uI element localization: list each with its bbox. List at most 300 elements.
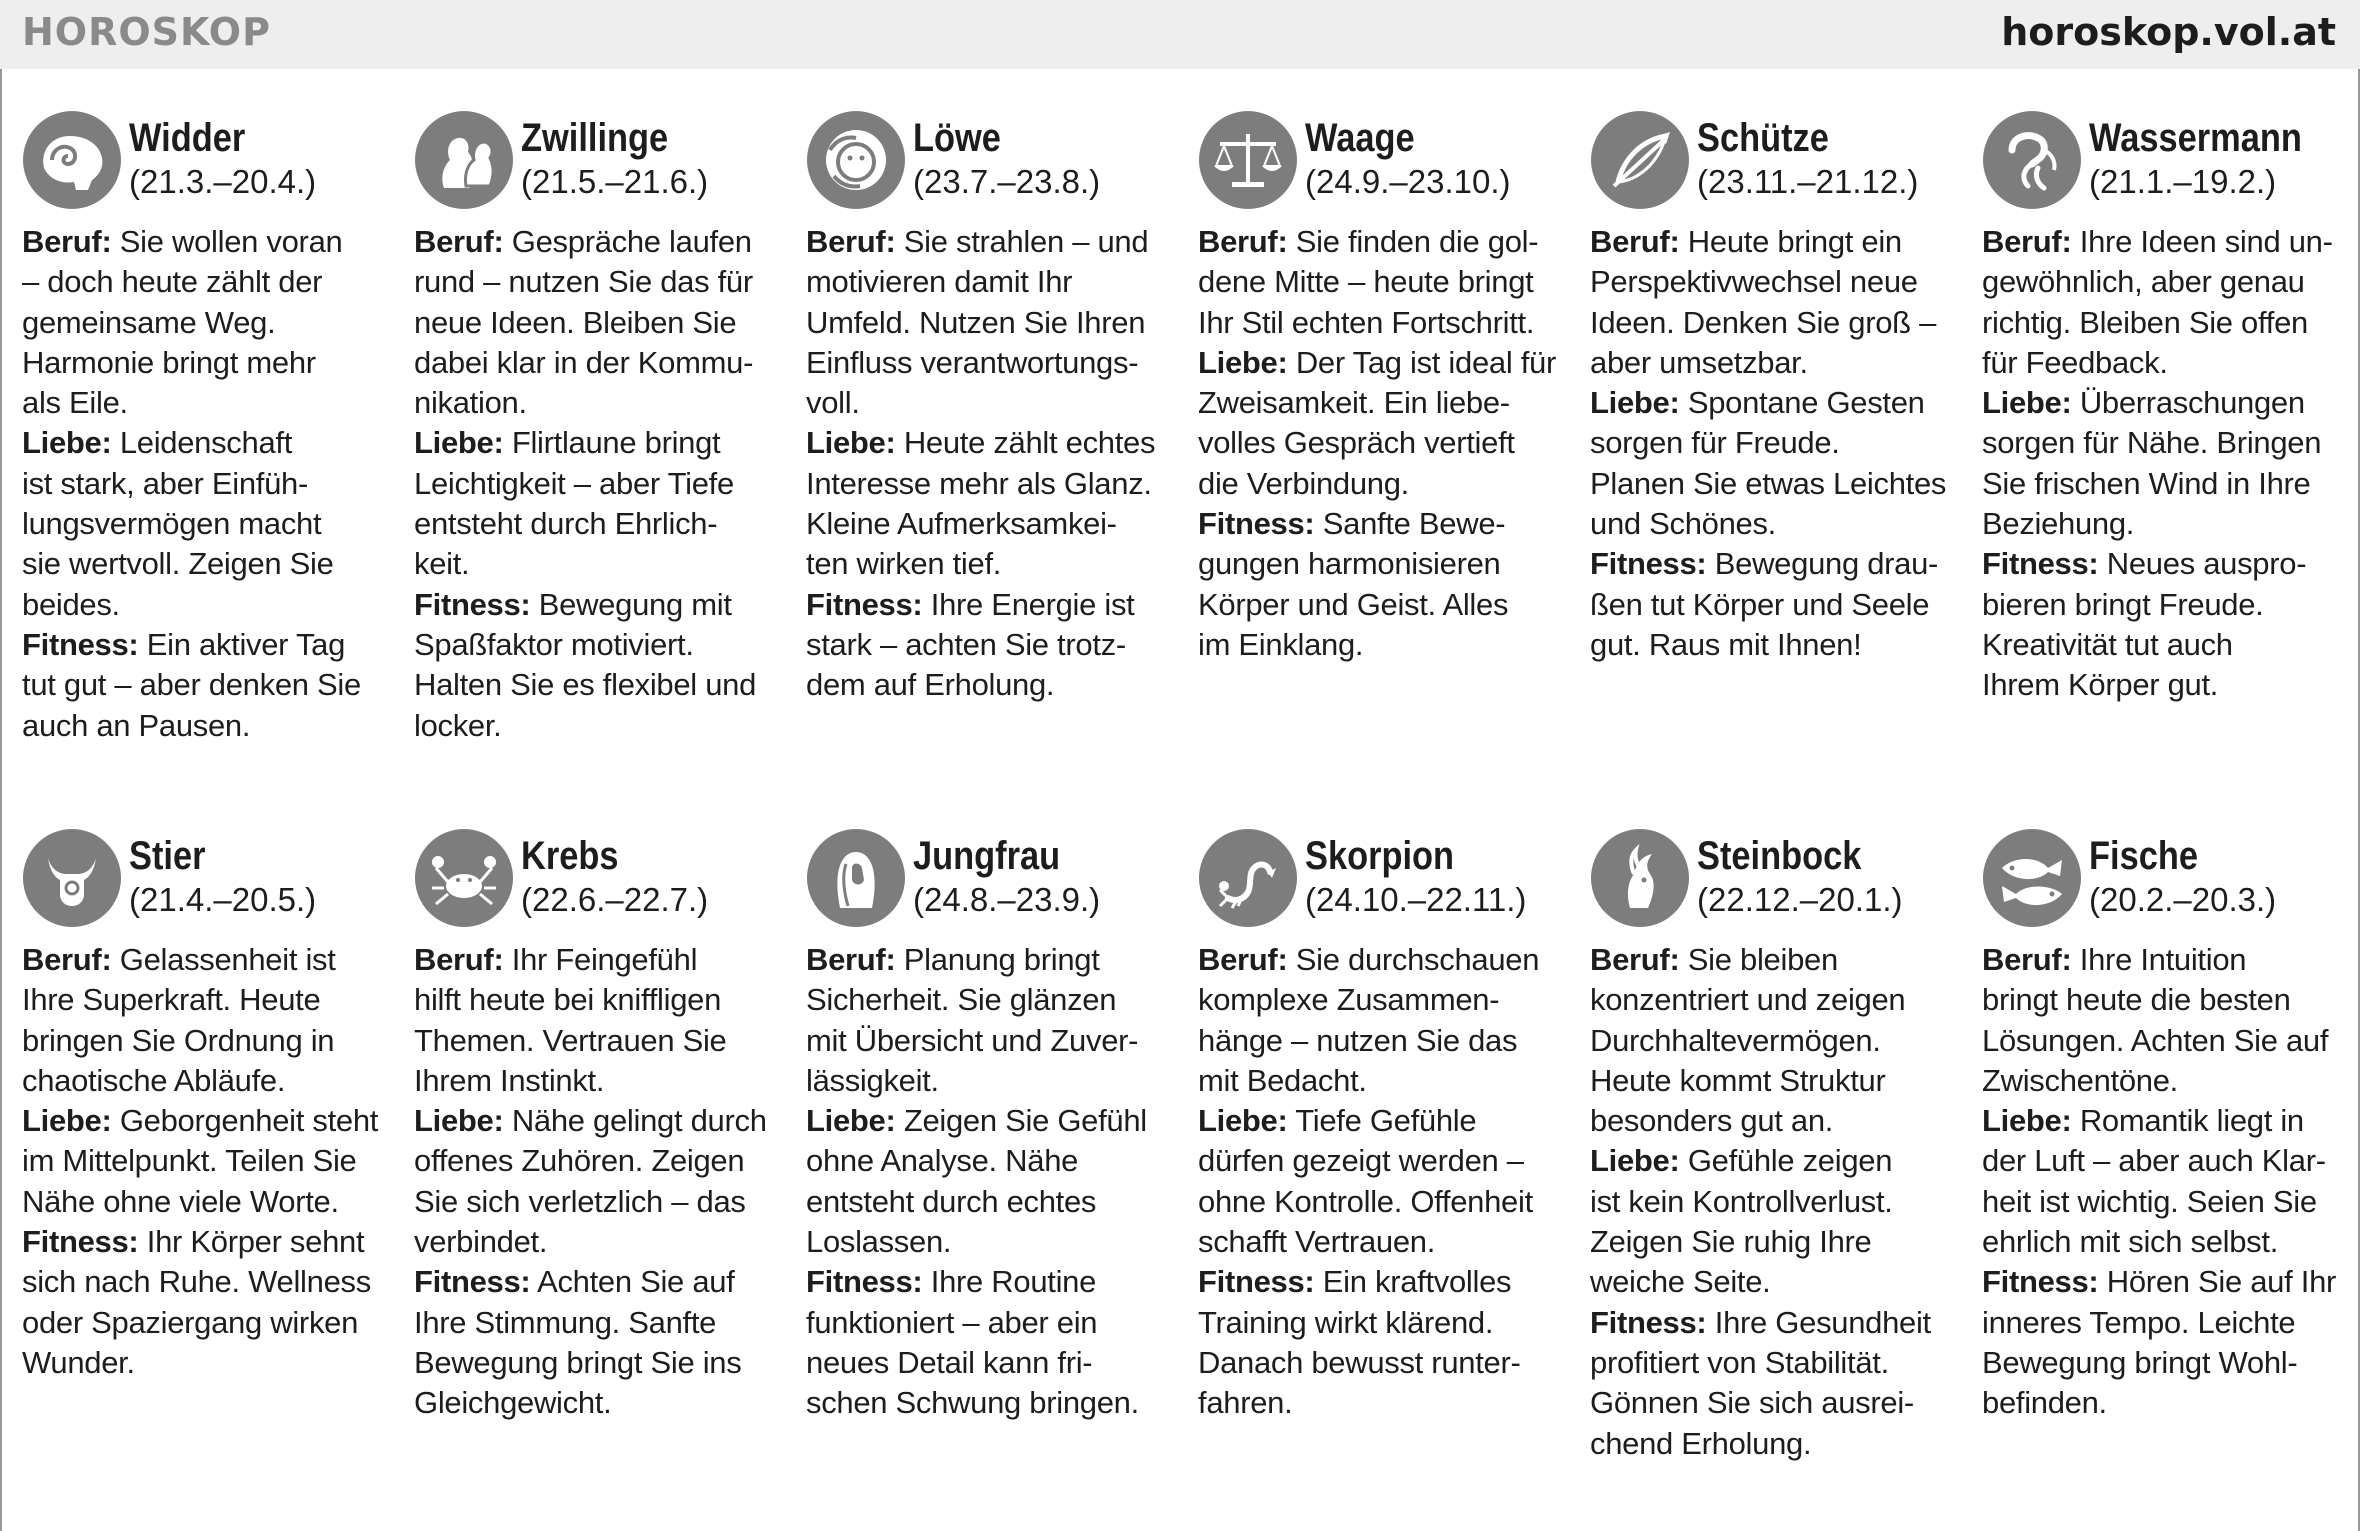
text-line	[414, 1222, 784, 1262]
text-line	[1198, 625, 1568, 665]
category-label: Liebe:	[22, 1103, 112, 1139]
horoscope-text	[1198, 940, 1568, 1424]
line-text: Planen Sie etwas Leichtes	[1590, 465, 1947, 501]
text-line	[1590, 1262, 1960, 1302]
line-text: richtig. Bleiben Sie offen	[1982, 304, 2308, 340]
text-line	[1590, 464, 1960, 504]
category-label: Liebe:	[806, 425, 896, 461]
sign-dates: (24.10.–22.11.)	[1305, 881, 1527, 918]
sign-header	[22, 110, 392, 216]
text-line	[1590, 1141, 1960, 1181]
line-text: neues Detail kann fri-	[806, 1344, 1093, 1380]
text-line	[1198, 222, 1568, 262]
text-line	[414, 1343, 784, 1383]
text-line	[1982, 222, 2352, 262]
line-text: Danach bewusst runter-	[1198, 1344, 1521, 1380]
horoscope-text	[22, 222, 392, 746]
text-line	[1590, 423, 1960, 463]
text-line	[414, 1101, 784, 1141]
text-line	[1198, 1303, 1568, 1343]
line-text: dürfen gezeigt werden –	[1198, 1143, 1524, 1179]
category-label: Liebe:	[1982, 1103, 2072, 1139]
line-text: Ein kraftvolles	[1314, 1264, 1512, 1300]
line-text: Ihre Ideen sind un-	[2071, 224, 2333, 259]
text-line	[1590, 940, 1960, 980]
text-line	[22, 383, 392, 423]
line-text: ten wirken tief.	[806, 546, 1002, 582]
text-line	[22, 980, 392, 1020]
category-label: Fitness:	[806, 586, 923, 622]
category-label: Fitness:	[1590, 1304, 1707, 1340]
line-text: Planung bringt	[895, 942, 1100, 977]
text-line	[414, 303, 784, 343]
line-text: Zeigen Sie ruhig Ihre	[1590, 1224, 1872, 1260]
text-line	[806, 1303, 1176, 1343]
text-line	[1198, 544, 1568, 584]
text-line	[806, 1343, 1176, 1383]
line-text: Gleichgewicht.	[414, 1385, 612, 1421]
text-line	[1590, 585, 1960, 625]
line-text: sorgen für Nähe. Bringen	[1982, 425, 2322, 461]
line-text: Tiefe Gefühle	[1287, 1103, 1477, 1139]
line-text: Sie frischen Wind in Ihre	[1982, 465, 2311, 501]
text-line	[414, 222, 784, 262]
line-text: chaotische Abläufe.	[22, 1062, 286, 1098]
line-text: stark – achten Sie trotz-	[806, 626, 1126, 662]
text-line	[414, 464, 784, 504]
line-text: Sie finden die gol-	[1287, 224, 1539, 259]
line-text: Bewegung bringt Sie ins	[414, 1344, 742, 1380]
category-label: Beruf:	[414, 224, 504, 259]
horoscope-text	[1982, 940, 2352, 1424]
category-label: Liebe:	[22, 425, 112, 461]
line-text: weiche Seite.	[1590, 1264, 1771, 1300]
text-line	[1982, 544, 2352, 584]
text-line	[1590, 1383, 1960, 1423]
line-text: auch an Pausen.	[22, 707, 251, 743]
text-line	[1198, 585, 1568, 625]
text-line	[1198, 940, 1568, 980]
text-line	[414, 262, 784, 302]
horoscope-text	[1590, 940, 1960, 1464]
scales-icon	[1198, 110, 1298, 210]
text-line	[1982, 1021, 2352, 1061]
text-line	[414, 1262, 784, 1302]
line-text: Sie sich verletzlich – das	[414, 1183, 746, 1219]
text-line	[414, 980, 784, 1020]
text-line	[1590, 544, 1960, 584]
line-text: mit Übersicht und Zuver-	[806, 1022, 1139, 1058]
text-line	[806, 303, 1176, 343]
sign-header	[1590, 828, 1960, 934]
text-line	[22, 940, 392, 980]
text-line	[1590, 222, 1960, 262]
category-label: Liebe:	[1198, 344, 1288, 380]
line-text: Bewegung mit	[530, 586, 732, 622]
category-label: Beruf:	[22, 942, 112, 977]
text-line	[22, 1222, 392, 1262]
category-label: Liebe:	[1198, 1103, 1288, 1139]
sign-header	[1982, 110, 2352, 216]
line-text: tut gut – aber denken Sie	[22, 667, 361, 703]
sign-dates: (23.11.–21.12.)	[1697, 163, 1919, 200]
line-text: bringt heute die besten	[1982, 982, 2291, 1018]
line-text: Nähe gelingt durch	[503, 1103, 767, 1139]
text-line	[414, 504, 784, 544]
text-line	[414, 1021, 784, 1061]
text-line	[1982, 423, 2352, 463]
text-line	[414, 1383, 784, 1423]
text-line	[414, 343, 784, 383]
crab-icon	[414, 828, 514, 928]
goat-icon	[1590, 828, 1690, 928]
line-text: und Schönes.	[1590, 506, 1776, 542]
text-line	[414, 706, 784, 746]
text-line	[1590, 1343, 1960, 1383]
line-text: neue Ideen. Bleiben Sie	[414, 304, 737, 340]
text-line	[1590, 504, 1960, 544]
text-line	[1590, 1424, 1960, 1464]
line-text: lässigkeit.	[806, 1062, 939, 1098]
text-line	[414, 625, 784, 665]
virgin-icon	[806, 828, 906, 928]
scorpion-icon	[1198, 828, 1298, 928]
horoscope-text	[1982, 222, 2352, 706]
line-text: volles Gespräch vertieft	[1198, 425, 1515, 461]
text-line	[22, 504, 392, 544]
text-line	[806, 585, 1176, 625]
line-text: Gespräche laufen	[503, 224, 752, 259]
line-text: Heute zählt echtes	[895, 425, 1156, 461]
text-line	[1198, 423, 1568, 463]
text-line	[22, 303, 392, 343]
category-label: Liebe:	[1982, 385, 2072, 421]
line-text: Ihre Energie ist	[922, 586, 1135, 622]
text-line	[806, 1222, 1176, 1262]
line-text: Ein aktiver Tag	[138, 626, 346, 662]
line-text: Heute kommt Struktur	[1590, 1062, 1886, 1098]
sign-jungfrau	[806, 828, 1176, 1424]
line-text: für Feedback.	[1982, 344, 2168, 380]
line-text: chend Erholung.	[1590, 1425, 1812, 1461]
sign-header	[1982, 828, 2352, 934]
line-text: Themen. Vertrauen Sie	[414, 1022, 727, 1058]
line-text: hilft heute bei kniffligen	[414, 982, 722, 1018]
text-line	[1982, 1303, 2352, 1343]
text-line	[1982, 1262, 2352, 1302]
text-line	[414, 544, 784, 584]
line-text: als Eile.	[22, 385, 128, 421]
line-text: im Mittelpunkt. Teilen Sie	[22, 1143, 357, 1179]
line-text: Beziehung.	[1982, 506, 2135, 542]
text-line	[1590, 1101, 1960, 1141]
text-line	[22, 1021, 392, 1061]
line-text: Wunder.	[22, 1344, 135, 1380]
text-line	[1982, 303, 2352, 343]
horoscope-text	[414, 222, 784, 746]
text-line	[1590, 262, 1960, 302]
line-text: Sie wollen voran	[111, 224, 343, 259]
text-line	[1982, 1141, 2352, 1181]
line-text: schafft Vertrauen.	[1198, 1224, 1436, 1260]
text-line	[1982, 940, 2352, 980]
text-line	[1198, 1021, 1568, 1061]
fish-icon	[1982, 828, 2082, 928]
line-text: Durchhaltevermögen.	[1590, 1022, 1881, 1058]
text-line	[1198, 1343, 1568, 1383]
header-bar	[0, 0, 2360, 69]
line-text: Ihre Stimmung. Sanfte	[414, 1304, 717, 1340]
text-line	[22, 1343, 392, 1383]
category-label: Liebe:	[1590, 1143, 1680, 1179]
text-line	[1982, 383, 2352, 423]
text-line	[806, 423, 1176, 463]
text-line	[414, 1303, 784, 1343]
category-label: Beruf:	[414, 942, 504, 977]
line-text: Spontane Gesten	[1679, 385, 1925, 421]
sign-dates: (21.4.–20.5.)	[129, 881, 317, 918]
line-text: Kreativität tut auch	[1982, 626, 2233, 662]
line-text: lungsvermögen macht	[22, 506, 322, 542]
line-text: Loslassen.	[806, 1224, 952, 1260]
text-line	[22, 665, 392, 705]
line-text: Zweisamkeit. Ein liebe-	[1198, 385, 1510, 421]
line-text: komplexe Zusammen-	[1198, 982, 1500, 1018]
line-text: schen Schwung bringen.	[806, 1385, 1139, 1421]
sign-header	[1198, 828, 1568, 934]
line-text: Ihre Intuition	[2071, 942, 2247, 977]
text-line	[414, 585, 784, 625]
text-line	[1198, 1383, 1568, 1423]
line-text: profitiert von Stabilität.	[1590, 1344, 1889, 1380]
sign-name: Widder	[129, 116, 246, 160]
line-text: Sie bleiben	[1679, 942, 1838, 977]
line-text: gemeinsame Weg.	[22, 304, 276, 340]
sign-löwe	[806, 110, 1176, 706]
category-label: Beruf:	[806, 224, 896, 259]
horoscope-text	[1590, 222, 1960, 665]
sign-name: Krebs	[521, 834, 619, 878]
sign-stier	[22, 828, 392, 1383]
line-text: Bewegung drau-	[1706, 546, 1939, 582]
line-text: hänge – nutzen Sie das	[1198, 1022, 1518, 1058]
sign-header	[806, 110, 1176, 216]
sign-dates: (24.8.–23.9.)	[913, 881, 1101, 918]
text-line	[1198, 383, 1568, 423]
text-line	[806, 940, 1176, 980]
category-label: Liebe:	[414, 1103, 504, 1139]
text-line	[1982, 504, 2352, 544]
category-label: Beruf:	[1982, 942, 2072, 977]
line-text: Heute bringt ein	[1679, 224, 1902, 259]
text-line	[414, 665, 784, 705]
line-text: ist kein Kontrollverlust.	[1590, 1183, 1893, 1219]
line-text: voll.	[806, 385, 860, 421]
text-line	[806, 222, 1176, 262]
sign-waage	[1198, 110, 1568, 665]
text-line	[22, 1061, 392, 1101]
line-text: Sie strahlen – und	[895, 224, 1149, 259]
line-text: gut. Raus mit Ihnen!	[1590, 626, 1862, 662]
category-label: Beruf:	[1198, 224, 1288, 259]
line-text: Ihrem Instinkt.	[414, 1062, 605, 1098]
text-line	[806, 504, 1176, 544]
text-line	[22, 1101, 392, 1141]
text-line	[1590, 343, 1960, 383]
line-text: Der Tag ist ideal für	[1287, 344, 1557, 380]
text-line	[22, 585, 392, 625]
category-label: Liebe:	[806, 1103, 896, 1139]
text-line	[1198, 1061, 1568, 1101]
sign-skorpion	[1198, 828, 1568, 1424]
line-text: Ihre Gesundheit	[1706, 1304, 1931, 1340]
text-line	[1982, 343, 2352, 383]
line-text: Körper und Geist. Alles	[1198, 586, 1509, 622]
sign-name: Wassermann	[2089, 116, 2302, 160]
sign-name: Waage	[1305, 116, 1415, 160]
text-line	[1198, 504, 1568, 544]
sign-name: Steinbock	[1697, 834, 1862, 878]
line-text: Zwischentöne.	[1982, 1062, 2178, 1098]
line-text: aber umsetzbar.	[1590, 344, 1808, 380]
line-text: Harmonie bringt mehr	[22, 344, 316, 380]
text-line	[1198, 1101, 1568, 1141]
text-line	[414, 940, 784, 980]
text-line	[806, 980, 1176, 1020]
text-line	[1982, 1343, 2352, 1383]
text-line	[1198, 1141, 1568, 1181]
bull-icon	[22, 828, 122, 928]
text-line	[22, 464, 392, 504]
sign-steinbock	[1590, 828, 1960, 1464]
text-line	[22, 1303, 392, 1343]
sign-zwillinge	[414, 110, 784, 746]
line-text: oder Spaziergang wirken	[22, 1304, 359, 1340]
sign-name: Schütze	[1697, 116, 1829, 160]
twins-icon	[414, 110, 514, 210]
text-line	[22, 343, 392, 383]
text-line	[1590, 1303, 1960, 1343]
line-text: Ihr Körper sehnt	[138, 1224, 365, 1260]
text-line	[1982, 1101, 2352, 1141]
text-line	[1198, 464, 1568, 504]
line-text: sich nach Ruhe. Wellness	[22, 1264, 371, 1300]
horoscope-text	[1198, 222, 1568, 665]
text-line	[806, 625, 1176, 665]
line-text: gungen harmonisieren	[1198, 546, 1501, 582]
text-line	[1590, 980, 1960, 1020]
text-line	[22, 544, 392, 584]
line-text: Flirtlaune bringt	[503, 425, 721, 461]
line-text: sie wertvoll. Zeigen Sie	[22, 546, 334, 582]
line-text: ohne Kontrolle. Offenheit	[1198, 1183, 1533, 1219]
line-text: dem auf Erholung.	[806, 667, 1055, 703]
line-text: im Einklang.	[1198, 626, 1364, 662]
line-text: Halten Sie es flexibel und	[414, 667, 757, 703]
text-line	[806, 1061, 1176, 1101]
text-line	[414, 423, 784, 463]
sign-dates: (21.1.–19.2.)	[2089, 163, 2277, 200]
text-line	[806, 665, 1176, 705]
line-text: ehrlich mit sich selbst.	[1982, 1224, 2279, 1260]
text-line	[1590, 383, 1960, 423]
line-text: ohne Analyse. Nähe	[806, 1143, 1079, 1179]
category-label: Fitness:	[1982, 546, 2099, 582]
text-line	[1198, 1262, 1568, 1302]
text-line	[1590, 1182, 1960, 1222]
text-line	[806, 1101, 1176, 1141]
line-text: Zeigen Sie Gefühl	[895, 1103, 1147, 1139]
line-text: Perspektivwechsel neue	[1590, 264, 1918, 300]
line-text: ßen tut Körper und Seele	[1590, 586, 1930, 622]
line-text: besonders gut an.	[1590, 1103, 1834, 1139]
category-label: Beruf:	[806, 942, 896, 977]
line-text: der Luft – aber auch Klar-	[1982, 1143, 2326, 1179]
line-text: Gefühle zeigen	[1679, 1143, 1893, 1179]
line-text: Hören Sie auf Ihr	[2098, 1264, 2337, 1300]
sign-dates: (22.6.–22.7.)	[521, 881, 709, 918]
text-line	[1982, 1061, 2352, 1101]
line-text: motivieren damit Ihr	[806, 264, 1073, 300]
text-line	[806, 1262, 1176, 1302]
sign-header	[1198, 110, 1568, 216]
archer-icon	[1590, 110, 1690, 210]
text-line	[22, 262, 392, 302]
line-text: – doch heute zählt der	[22, 264, 323, 300]
sign-name: Skorpion	[1305, 834, 1455, 878]
line-text: Achten Sie auf	[530, 1264, 735, 1300]
text-line	[1590, 1061, 1960, 1101]
text-line	[806, 544, 1176, 584]
text-line	[1198, 343, 1568, 383]
text-line	[806, 1021, 1176, 1061]
line-text: keit.	[414, 546, 470, 582]
line-text: Bewegung bringt Wohl-	[1982, 1344, 2298, 1380]
text-line	[1198, 303, 1568, 343]
line-text: Neues auspro-	[2098, 546, 2307, 582]
line-text: fahren.	[1198, 1385, 1293, 1421]
line-text: Nähe ohne viele Worte.	[22, 1183, 339, 1219]
line-text: konzentriert und zeigen	[1590, 982, 1906, 1018]
text-line	[22, 1262, 392, 1302]
sign-dates: (24.9.–23.10.)	[1305, 163, 1511, 200]
text-line	[806, 1141, 1176, 1181]
sign-wassermann	[1982, 110, 2352, 706]
line-text: rund – nutzen Sie das für	[414, 264, 753, 300]
category-label: Fitness:	[1198, 1264, 1315, 1300]
category-label: Fitness:	[414, 1264, 531, 1300]
site-url: horoskop.vol.at	[2001, 10, 2336, 54]
line-text: sorgen für Freude.	[1590, 425, 1840, 461]
horoscope-text	[806, 222, 1176, 706]
text-line	[414, 1061, 784, 1101]
line-text: Gelassenheit ist	[111, 942, 336, 977]
line-text: Sie durchschauen	[1287, 942, 1540, 977]
line-text: Interesse mehr als Glanz.	[806, 465, 1152, 501]
category-label: Beruf:	[22, 224, 112, 259]
line-text: Sanfte Bewe-	[1314, 506, 1506, 542]
category-label: Fitness:	[22, 626, 139, 662]
text-line	[1590, 625, 1960, 665]
sign-widder	[22, 110, 392, 746]
line-text: funktioniert – aber ein	[806, 1304, 1098, 1340]
text-line	[1982, 1383, 2352, 1423]
text-line	[1982, 585, 2352, 625]
text-line	[1590, 1021, 1960, 1061]
sign-name: Fische	[2089, 834, 2198, 878]
line-text: Training wirkt klärend.	[1198, 1304, 1494, 1340]
text-line	[806, 383, 1176, 423]
